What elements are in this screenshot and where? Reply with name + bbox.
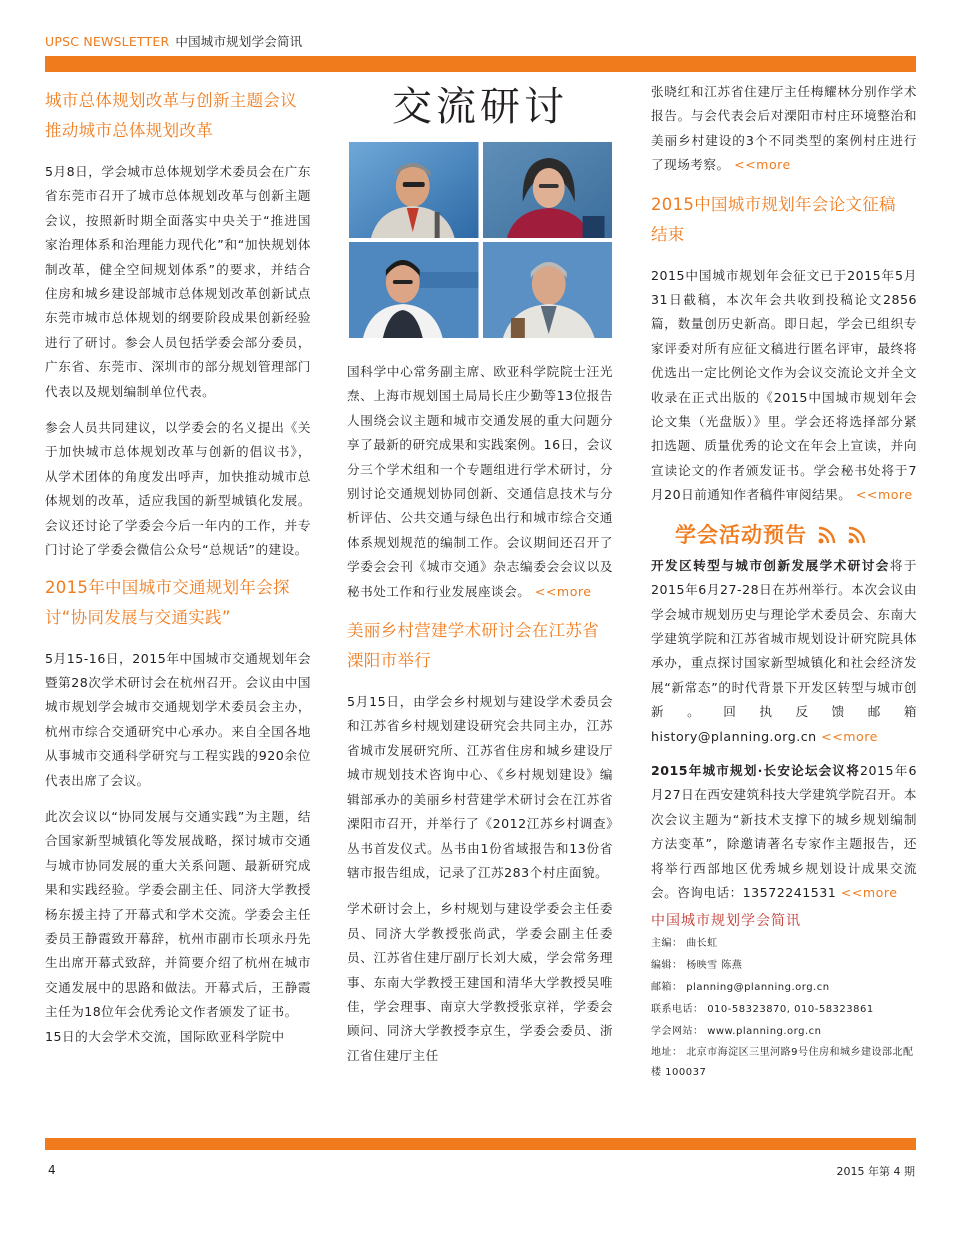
masthead-staff-label: 编辑： [651, 960, 683, 972]
article4-more-link[interactable]: <<more [855, 487, 913, 503]
article4-title-line2: 结束 [651, 224, 685, 244]
masthead-email [651, 977, 917, 999]
article2-para1: 5月15-16日，2015年中国城市交通规划年会暨第28次学术研讨会在杭州召开。会议由中国城市规划学会城市交通规划学术委员会主办，杭州市综合交通研究中心承办。来自全国各地从事城市交通科学研究与工程实践的920余位代表出席了会议。 [45, 650, 311, 788]
article3-title[interactable] [347, 616, 613, 676]
middle-column [347, 80, 613, 1138]
article2-title-line1: 2015年中国城市交通规划年会探 [45, 577, 290, 597]
right-column [651, 80, 917, 1138]
masthead-phone-label: 联系电话： [651, 1004, 704, 1016]
masthead-address [651, 1043, 917, 1083]
speaker-photo-1 [349, 142, 479, 238]
preview-item-1 [651, 554, 917, 749]
masthead-phone-value: 010-58323870, 010-58323861 [707, 1004, 874, 1016]
masthead-email-link[interactable]: planning@planning.org.cn [686, 982, 830, 994]
page-number: 4 [48, 1163, 56, 1177]
preview-item-2-text: 2015年6月27日在西安建筑科技大学建筑学院召开。本次会议主题为“新技术支撑下的城乡规划编制方法变革”，除邀请著名专家作主题报告，还将举行西部地区优秀城乡规划设计成果交流会。咨询电话：13572241531 [651, 762, 917, 900]
article1-title-line1: 城市总体规划改革与创新主题会议 [45, 91, 297, 110]
bottom-orange-bar [45, 1138, 916, 1150]
article4-title-line1: 2015中国城市规划年会论文征稿 [651, 194, 896, 214]
rss-icon [847, 525, 867, 545]
article2-para2: 此次会议以“协同发展与交通实践”为主题，结合国家新型城镇化等发展战略，探讨城市交通与城市协同发展的重大关系问题、最新研究成果和实践经验。学委会副主任、同济大学教授杨东援主持了开幕式和学术交流。学委会主任委员王静霞致开幕辞，杭州市副市长项永丹先生出席开幕式致辞，并简要介绍了杭州在城市交通发展中的思路和做法。开幕式后，王静霞主任为18位年会优秀论文作者颁发了证书。 [45, 808, 311, 1020]
masthead-website [651, 1021, 917, 1043]
article3-title-line2: 溧阳市举行 [347, 651, 431, 671]
section-title-preview [651, 518, 917, 552]
masthead-phone [651, 999, 917, 1021]
header-title-cn: 中国城市规划学会简讯 [175, 34, 303, 49]
preview-item-1-title: 开发区转型与城市创新发展学术研讨会 [651, 557, 890, 573]
left-column [45, 86, 311, 1134]
article2-continued-text: 国科学中心常务副主席、欧亚科学院院士汪光焘、上海市规划国土局局长庄少勤等13位报告人围绕会议主题和城市交通发展的重大问题分享了最新的研究成果和实践案例。16日，会议分三个学术组和一个专题组进行学术研讨，分别讨论交通规划协同创新、交通信息技术与分析评估、公共交通与绿色出行和城市综合交通体系规划规范的编制工作。会议期间还召开了学委会会刊《城市交通》杂志编委会会议以及秘书处工作和行业发展座谈会。 [347, 364, 613, 599]
masthead [651, 909, 917, 1083]
speaker-photo-2 [483, 142, 613, 238]
newsletter-header [45, 32, 302, 50]
article2-title[interactable] [45, 573, 311, 633]
preview-item-2-more-link[interactable]: <<more [840, 884, 898, 900]
section-title-exchange: 交流研讨 [392, 84, 568, 130]
article3-more-link[interactable]: <<more [734, 157, 791, 173]
preview-item-1-text: 将于2015年6月27-28日在苏州举行。本次会议由学会城市规划历史与理论学术委员会、东南大学建筑学院和江苏省城市规划设计研究院具体承办，重点探讨国家新型城镇化和社会经济发展“新常态”的时代背景下开发区转型与城市创新。回执反馈邮箱 history@planning.org.cn [651, 557, 917, 744]
article3-title-line1: 美丽乡村营建学术研讨会在江苏省 [347, 621, 599, 641]
masthead-website-link[interactable]: www.planning.org.cn [707, 1026, 822, 1038]
masthead-address-value: 北京市海淀区三里河路9号住房和城乡建设部北配楼 100037 [651, 1047, 914, 1079]
speaker-photo-3 [349, 242, 479, 338]
article1-title[interactable] [45, 86, 311, 146]
header-brand: UPSC NEWSLETTER [45, 34, 170, 49]
masthead-title: 中国城市规划学会简讯 [651, 913, 801, 930]
article2-title-line2: 讨“协同发展与交通实践” [45, 607, 231, 627]
article2-para3: 15日的大会学术交流，国际欧亚科学院中 [45, 1028, 285, 1044]
preview-item-2 [651, 759, 917, 905]
masthead-email-label: 邮箱： [651, 982, 683, 994]
masthead-address-label: 地址： [651, 1047, 683, 1059]
article4-text: 2015中国城市规划年会征文已于2015年5月31日截稿，本次年会共收到投稿论文2856篇，数量创历史新高。即日起，学会已组织专家评委对所有应征文稿进行匿名评审，最终将优选出一定比例论文作为会议交流论文并全文收录在正式出版的《2015中国城市规划年会论文集（光盘版）》里。学会还将选择部分紧扣选题、质量优秀的论文在年会上宣读，并向宣读论文的作者颁发证书。学会秘书处将于7月20日前通知作者稿件审阅结果。 [651, 267, 917, 503]
preview-item-2-title: 2015年城市规划·长安论坛会议将 [651, 762, 860, 778]
masthead-editor [651, 933, 917, 955]
article3-para1: 5月15日，由学会乡村规划与建设学术委员会和江苏省乡村规划建设研究会共同主办，江苏省城市发展研究所、江苏省住房和城乡建设厅城市规划技术咨询中心、《乡村规划建设》编辑部承办的美丽乡村营建学术研讨会在江苏省溧阳市召开，并举行了《2012江苏乡村调查》丛书首发仪式。丛书由1份省域报告和13份省辖市报告组成，记录了江苏283个村庄面貌。 [347, 694, 613, 880]
article4-para1 [651, 264, 917, 508]
rss-icon [817, 525, 837, 545]
article1-para2: 参会人员共同建议，以学委会的名义提出《关于加快城市总体规划改革与创新的倡议书》，从学术团体的角度发出呼声，加快推动城市总体规划的改革，适应我国的新型城镇化发展。会议还讨论了学委会今后一年内的工作，并专门讨论了学委会微信公众号“总规话”的建设。 [45, 420, 311, 558]
top-orange-bar [45, 56, 916, 72]
masthead-staff [651, 955, 917, 977]
speaker-photo-4 [483, 242, 613, 338]
article2-more-link[interactable]: <<more [534, 583, 592, 599]
masthead-editor-label: 主编： [651, 938, 683, 950]
preview-item-1-more-link[interactable]: <<more [821, 728, 878, 744]
article3-para2: 学术研讨会上，乡村规划与建设学委会主任委员、同济大学教授张尚武，学委会副主任委员、江苏省住建厅副厅长刘大威，学会常务理事、东南大学教授王建国和清华大学教授吴唯佳，学会理事、南京大学教授张京祥，学委会顾问、同济大学教授李京生，学委会委员、浙江省住建厅主任 [347, 901, 613, 1063]
masthead-staff-value: 杨映雪 陈燕 [686, 960, 743, 972]
article2-continued [347, 360, 613, 604]
article3-continued-text: 张晓红和江苏省住建厅主任梅耀林分别作学术报告。与会代表会后对溧阳市村庄环境整治和美丽乡村建设的3个不同类型的案例村庄进行了现场考察。 [651, 84, 917, 173]
masthead-editor-value: 曲长虹 [686, 938, 718, 950]
preview-title-text: 学会活动预告 [675, 522, 807, 547]
article1-para1: 5月8日，学会城市总体规划学术委员会在广东省东莞市召开了城市总体规划改革与创新主题会议，按照新时期全面落实中央关于“推进国家治理体系和治理能力现代化”和“加快规划体制改革，健全空间规划体系”的要求，并结合住房和城乡建设部城市总体规划改革创新试点东莞市城市总体规划的纲要阶段成果创新经验进行了研讨。参会人员包括学委会部分委员，广东省、东莞市、深圳市的部分规划管理部门代表以及规划编制单位代表。 [45, 164, 311, 399]
speaker-photo-grid [349, 142, 612, 338]
article3-continued [651, 80, 917, 178]
masthead-website-label: 学会网站： [651, 1026, 704, 1038]
article4-title[interactable] [651, 190, 917, 250]
issue-label: 2015 年第 4 期 [836, 1165, 915, 1178]
article1-title-line2: 推动城市总体规划改革 [45, 121, 213, 140]
